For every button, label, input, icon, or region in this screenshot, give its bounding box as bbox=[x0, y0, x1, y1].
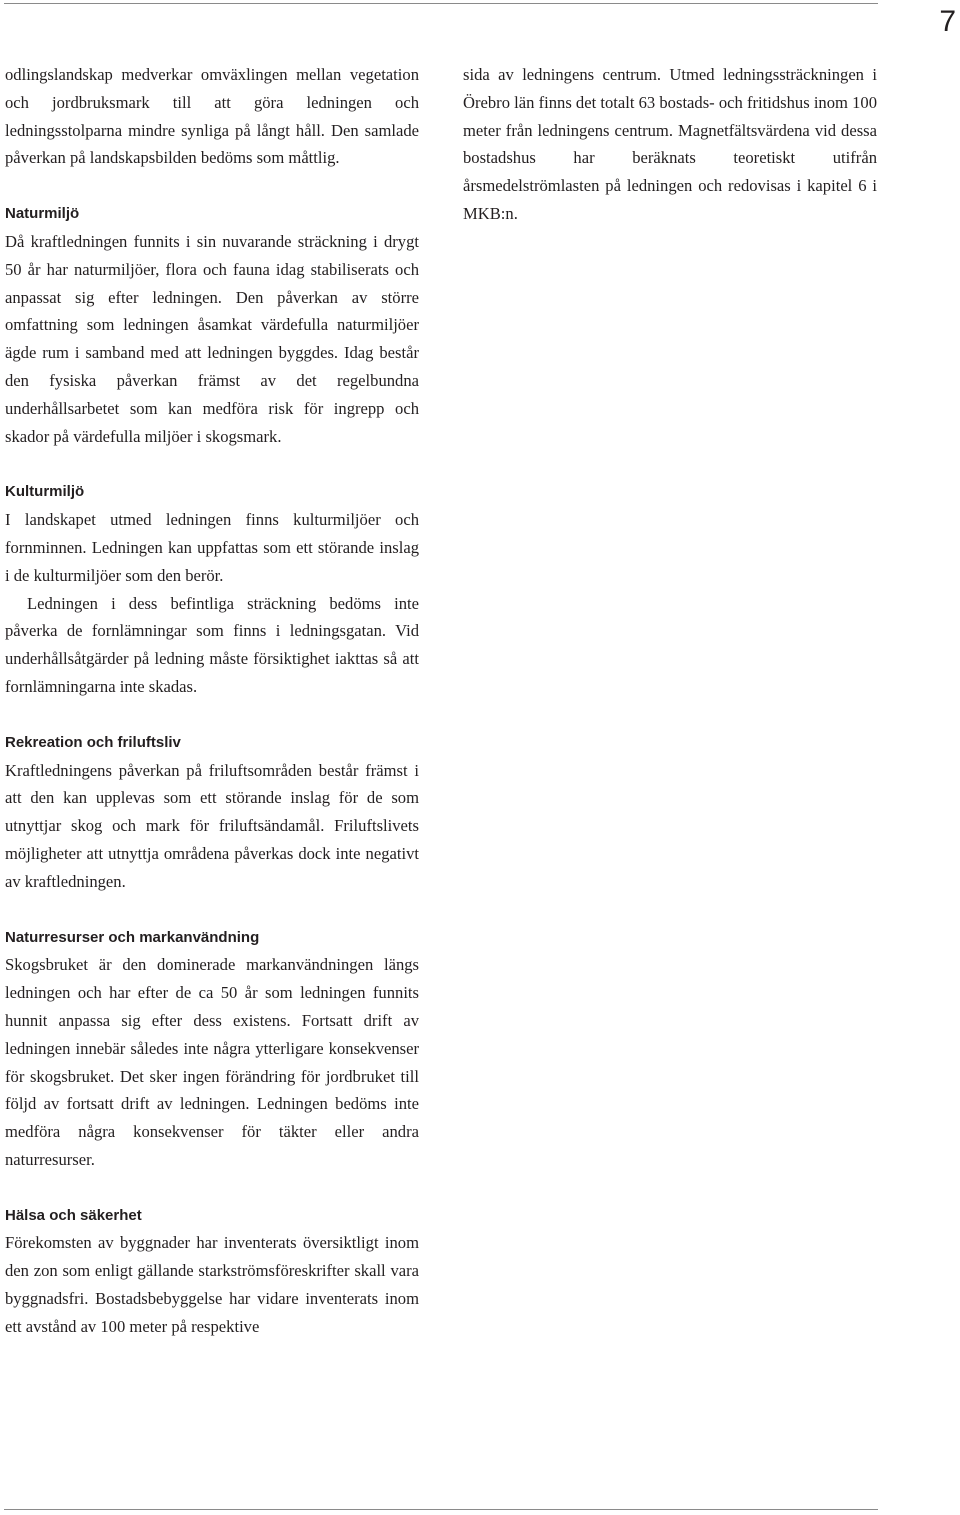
halsa-paragraph: Förekomsten av byggnader har inventerats översiktligt inom den zon som enligt gällande starkströmsföreskrifter skall vara byggnadsfri. Bostadsbebyggelse har vidare inventerats inom ett avstånd av 100 meter på respektive bbox=[5, 1233, 419, 1336]
heading-kulturmiljo: Kulturmiljö bbox=[5, 483, 85, 501]
top-rule bbox=[4, 3, 878, 4]
naturmiljo-paragraph: Då kraftledningen funnits i sin nuvarande sträckning i drygt 50 år har naturmiljöer, flora och fauna idag stabiliserats och anpassat sig efter ledningen. Den påverkan av större omfattning som ledningen åsamkat värdefulla naturmiljöer ägde rum i samband med att ledningen byggdes. Idag består den fysiska påverkan främst av det regelbundna underhållsarbetet som kan medföra risk för ingrepp och skador på värdefulla miljöer i skogsmark. bbox=[5, 231, 419, 446]
right-column-paragraph: sida av ledningens centrum. Utmed ledningssträckningen i Örebro län finns det totalt 63 bostads- och fritidshus inom 100 meter från ledningens centrum. Magnetfältsvärdena vid dessa bostadshus har beräknats teoretiskt utifrån årsmedelströmlasten på ledningen och redovisas i kapitel 6 i MKB:n. bbox=[463, 65, 877, 223]
bottom-rule bbox=[4, 1509, 878, 1510]
heading-rekreation: Rekreation och friluftsliv bbox=[5, 733, 181, 751]
heading-naturmiljo: Naturmiljö bbox=[5, 205, 80, 223]
heading-naturresurser: Naturresurser och markanvändning bbox=[5, 928, 260, 946]
left-column bbox=[5, 61, 419, 1341]
kulturmiljo-paragraph-2: Ledningen i dess befintliga sträckning bedöms inte påverka de fornlämningar som finns i ledningsgatan. Vid underhållsåtgärder på ledning måste försiktighet iakttas så att fornlämningarna inte skadas. bbox=[5, 593, 419, 696]
kulturmiljo-paragraph-1: I landskapet utmed ledningen finns kulturmiljöer och fornminnen. Ledningen kan uppfattas som ett störande inslag i de kulturmiljöer som den berör. bbox=[5, 510, 419, 585]
heading-halsa: Hälsa och säkerhet bbox=[5, 1206, 142, 1224]
rekreation-paragraph: Kraftledningens påverkan på friluftsområden består främst i att den kan upplevas som ett störande inslag för de som utnyttjar skog och mark för friluftsändamål. Friluftslivets möjligheter att utnyttja områdena påverkas dock inte negativt av kraftledningen. bbox=[5, 760, 419, 891]
intro-paragraph: odlingslandskap medverkar omväxlingen mellan vegetation och jordbruksmark till att göra ledningen och ledningsstolparna mindre synliga på långt håll. Den samlade påverkan på landskapsbilden bedöms som måttlig. bbox=[5, 65, 419, 168]
naturresurser-paragraph: Skogsbruket är den dominerade markanvändningen längs ledningen och har efter de ca 50 år som ledningen funnits hunnit anpassa sig efter dess existens. Fortsatt drift av ledningen innebär således inte några ytterligare konsekvenser för skogsbruket. Det sker ingen förändring för jordbruket till följd av fortsatt drift av ledningen. Ledningen bedöms inte medföra några konsekvenser för täkter eller andra naturresurser. bbox=[5, 955, 419, 1169]
page-number: 7 bbox=[939, 5, 956, 38]
right-column bbox=[463, 61, 877, 228]
